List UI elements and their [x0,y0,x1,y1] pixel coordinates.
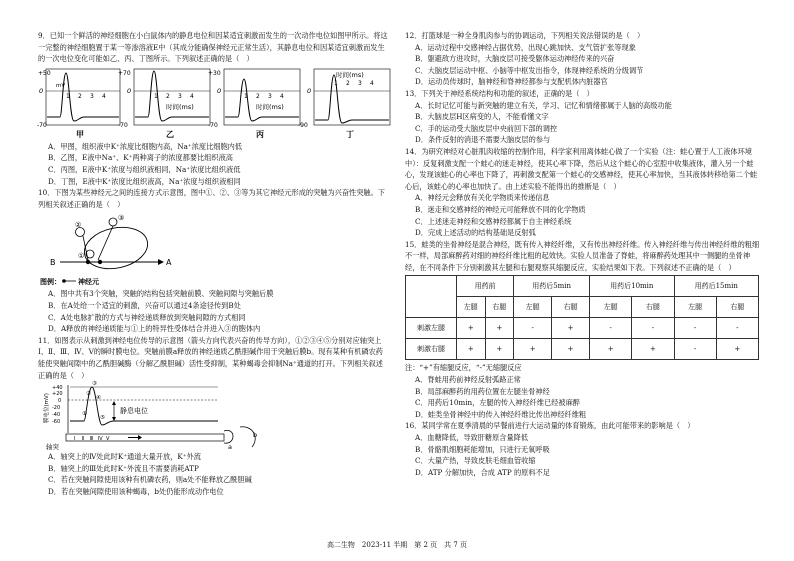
q9-figure [38,65,388,141]
q15-option-b: B．局部麻醉药的用药位置在左腿坐骨神经 [415,386,550,396]
q11-option-d: D．若在突触间隙使用该种蝎毒，b处仍能形成动作电位 [48,486,224,496]
svg-text:膜电位(mV): 膜电位(mV) [44,393,50,424]
svg-text:③: ③ [92,381,97,388]
q14-option-b: B．迷走和交感神经的神经元可能释放不同的化学物质 [415,204,586,214]
svg-text:Ⅰ: Ⅰ [74,436,76,443]
svg-text:②: ② [75,221,82,230]
svg-text:0: 0 [39,86,44,95]
q10-neuron-diagram [38,210,238,288]
q13-stem: 13．下列关于神经系统结构和功能的叙述，正确的是（ ） [405,88,594,98]
table-group-header: 用药后10min [590,276,674,297]
q9-panel-label: 甲 [76,129,84,139]
table-subheader-row: 左腿 右腿 左腿 右腿 左腿 右腿 左腿 右腿 [406,297,759,318]
q11-option-c: C．若在突触间隙使用该种有机磷农药，则a处不能释放乙酰胆碱 [48,475,252,485]
q9-option-a: A．甲图，组织液中K⁺浓度比细胞内高，Na⁺浓度比细胞内低 [48,141,243,151]
q12-stem: 12．打篮球是一种全身肌肉参与的协调运动，下列相关说法错误的是（ ） [405,31,645,40]
q9-panel-bing [208,69,300,139]
q11-figure [38,381,388,451]
q16-stem: 16．某同学常在夏季清晨的早餐前进行大运动量的体育锻炼，由此可能带来的影响是（ ） [405,421,695,431]
q12-option-b: B．躯避敌方进攻时，大脑皮层可接受躯体运动神经传来的兴奋 [415,54,615,64]
table-row: 刺激左腿 + + - + - - - - [406,318,759,339]
q16-option-d: D．ATP 分解加快，合成 ATP 的原料不足 [415,467,550,477]
q10-figure [38,210,388,288]
q11-stem: 11．如图表示从刺激到神经电位传导的示意图（箭头方向代表兴奋的传导方向），①②③④⑤分别对应轴突上Ⅰ、Ⅱ、Ⅲ、Ⅳ、V的瞬时膜电位。突触前膜a释放的神经递质乙酰胆碱作用于突触后膜b。现有某种有机磷农药能使突触间隙中的乙酰胆碱酶（分解乙酰胆碱）活性受抑制，某种蝎毒会抑制Na⁺通道的打开。下列相关叙述正确的是（ ） [38,335,383,380]
q15-results-table [405,275,759,360]
q10-option-b: B．在A处给一个适宜的刺激，兴奋可以通过4条途径传到B处 [48,300,241,310]
svg-text:-40: -40 [52,412,61,419]
svg-text:V: V [106,436,110,443]
svg-text:轴突: 轴突 [46,443,59,452]
q15-option-c: C．用药后10min，左腿的传入神经纤维已经被麻醉 [415,398,580,408]
q10-option-d: D．A释放的神经递质能与①上的特异性受体结合并进入③的胞体内 [48,324,261,334]
svg-text:1: 1 [334,79,338,87]
q13-option-d: D．条件反射的消退不需要大脑皮层的参与 [415,135,551,145]
q12-option-a: A．运动过程中交感神经占据优势，出现心跳加快、支气管扩张等现象 [415,42,636,52]
svg-text:0: 0 [307,86,312,95]
svg-text:4: 4 [280,92,284,100]
svg-text:1: 1 [66,92,70,100]
svg-text:Ⅳ: Ⅳ [98,436,103,443]
q14-option-d: D．完成上述活动的结构基础是反射弧 [415,228,536,238]
svg-text:神经元: 神经元 [78,278,99,287]
q9-option-d: D．丁图，E液中K⁺浓度比组织液高，Na⁺浓度与组织液相同 [48,176,241,186]
table-header-row [406,276,759,297]
q14-option-c: C．上述迷走神经和交感神经都属于自主神经系统 [415,216,572,226]
svg-text:-70: -70 [118,121,128,129]
svg-text:4: 4 [102,92,106,100]
svg-text:乙: 乙 [166,129,174,139]
q9-potential-graphs [38,65,388,141]
svg-text:4: 4 [190,92,194,100]
svg-text:-70: -70 [208,121,218,129]
table-group-header: 用药后15min [674,276,759,297]
svg-text:时间(ms): 时间(ms) [256,102,284,111]
q15-option-a: A．脊蛙用药前神经反射弧路正常 [415,375,521,385]
page-footer: 高二生物 2023-11 半期 第 2 页 共 7 页 [326,541,468,549]
svg-text:③: ③ [118,214,125,223]
svg-text:3: 3 [268,92,272,100]
svg-text:0: 0 [127,86,132,95]
left-column [38,30,388,497]
q9-option-b: B．乙图，E液中Na⁺、K⁺两种离子的浓度都要比组织液高 [48,153,233,163]
q11-conduction-diagram [38,381,268,451]
svg-text:⑤: ⑤ [100,415,105,422]
q13-option-b: B．大脑皮层H区病变的人，不能看懂文字 [415,112,549,122]
svg-text:丙: 丙 [256,129,264,139]
q16-option-a: A．血糖降低，导致肝糖原含量降低 [415,433,529,443]
svg-text:静息电位: 静息电位 [120,407,148,416]
q9-panel-ding [298,69,390,139]
svg-text:2: 2 [346,79,350,87]
svg-text:mV: mV [56,82,66,89]
svg-text:-60: -60 [52,419,61,426]
svg-text:时间(ms): 时间(ms) [336,70,364,79]
svg-text:Ⅱ: Ⅱ [82,436,85,443]
q15-option-d: D．蛙类坐骨神经中的传入神经纤维比传出神经纤维粗 [415,409,587,419]
svg-text:Ⅲ: Ⅲ [90,436,94,443]
q10-option-a: A．图中共有3个突触，突触的结构包括突触前膜、突触间隙与突触后膜 [48,289,274,299]
q12-option-d: D．运动员传球时，脑神经和脊神经都参与支配机体内脏器官 [415,77,608,87]
svg-text:2: 2 [78,92,82,100]
q15-note: 注：“+”有缩腿反应，“-”无缩腿反应 [405,363,522,373]
svg-text:b: b [253,431,258,440]
svg-text:2: 2 [256,92,260,100]
q10-stem: 10．下图为某些神经元之间的连接方式示意图，图中①、②、③等为其它神经元形成的突触为兴奋性突触。下列相关叙述正确的是（ ） [38,188,385,209]
svg-text:B: B [50,258,56,268]
svg-text:3: 3 [358,79,362,87]
right-column [405,30,761,478]
table-row: 刺激右腿 + + + + + + - + [406,339,759,360]
svg-text:3: 3 [178,92,182,100]
svg-text:①: ① [78,252,85,261]
svg-text:a: a [228,443,232,452]
q16-option-b: B．骨骼肌细胞耗能增加，只进行无氧呼吸 [415,444,550,454]
q9-panel-jia [37,69,120,139]
svg-text:-90: -90 [298,121,308,129]
svg-text:④: ④ [96,395,101,402]
q11-option-b: B．轴突上的Ⅲ处此时K⁺外流且不需要消耗ATP [48,463,199,473]
svg-text:1: 1 [244,92,248,100]
svg-text:+20: +20 [52,391,63,398]
q11-option-a: A．轴突上的Ⅳ处此时K⁺通道大量开放，K⁺外流 [48,452,201,462]
q15-stem: 15．蛙类的坐骨神经是混合神经，既有传入神经纤维，又有传出神经纤维。传入神经纤维与传出神经纤维的粗细不一样，局部麻醉药对细的神经纤维比粗的起效快。实验人员准备了脊蛙，将麻醉药处理其中一侧腿的坐骨神经，在不同条件下分别刺激其左腿和右腿观察其缩腿反应，实验结果如下表。下列叙述不正确的是（ ） [405,239,760,272]
svg-text:图例：: 图例： [40,278,61,287]
svg-text:3: 3 [90,92,94,100]
svg-text:②: ② [86,391,91,398]
svg-text:-20: -20 [52,405,61,412]
svg-text:0: 0 [217,86,222,95]
svg-text:-70: -70 [37,121,47,129]
svg-text:+70: +70 [118,69,131,77]
svg-text:1: 1 [154,92,158,100]
q10-option-c: C．A处电脉扩散的方式与神经递质释放到突触间隙的方式相同 [48,312,246,322]
q12-option-c: C．大脑皮层运动中枢、小脑等中枢发出指令，体现神经系统的分级调节 [415,65,644,75]
svg-text:4: 4 [370,79,374,87]
svg-text:2: 2 [166,92,170,100]
q13-option-a: A．长时记忆可能与新突触的建立有关，学习、记忆和情绪都属于人脑的高级功能 [415,100,672,110]
q14-option-a: A．神经元会释放有关化学物质来传递信息 [415,193,550,203]
svg-text:0: 0 [58,398,62,405]
q13-option-c: C．手的运动受大脑皮层中央前回下部的调控 [415,123,558,133]
q9-panel-yi [118,69,210,139]
svg-text:时间(ms): 时间(ms) [166,102,194,111]
table-group-header: 用药后5min [514,276,590,297]
q14-stem: 14．为研究神经对心脏肌肉收缩的控制作用，科学家利用离体蛙心做了一个实验（注：蛙心置于人工液体环境中）：反复刺激支配一个蛙心的迷走神经，使其心率下降，然后从这个蛙心的心室腔中收集液体，灌入另一个蛙心，发现该蛙心的心率也下降了，再刺激支配第一个蛙心的交感神经，使其心率加快，当其液体转移给第二个蛙心后，该蛙心的心率也加快了。由上述实验不能得出的推断是（ ） [405,146,758,191]
svg-text:+30: +30 [208,69,221,77]
svg-text:丁: 丁 [346,129,354,139]
q16-option-c: C．大量产热，导致皮肤毛细血管收缩 [415,456,536,466]
svg-text:①: ① [82,411,87,418]
table-group-header: 用药前 [457,276,514,297]
svg-text:A: A [166,258,172,268]
q9-option-c: C．丙图，E液中K⁺浓度与组织液相同，Na⁺浓度比组织液低 [48,164,241,174]
svg-text:+40: +40 [52,385,63,392]
q9-stem: 9．已知一个鲜活的神经细胞在小白鼠体内的静息电位和因某适宜刺激而发生的一次动作电位如图甲所示。将这一完整的神经细胞置于某一等渗溶液E中（其成分能确保神经元正常生活），其静息电位和因某适宜刺激而发生的一次电位变化可能如乙、丙、丁图所示。下列叙述正确的是（ ） [38,31,388,64]
q9-y-top: +50 [38,69,51,77]
